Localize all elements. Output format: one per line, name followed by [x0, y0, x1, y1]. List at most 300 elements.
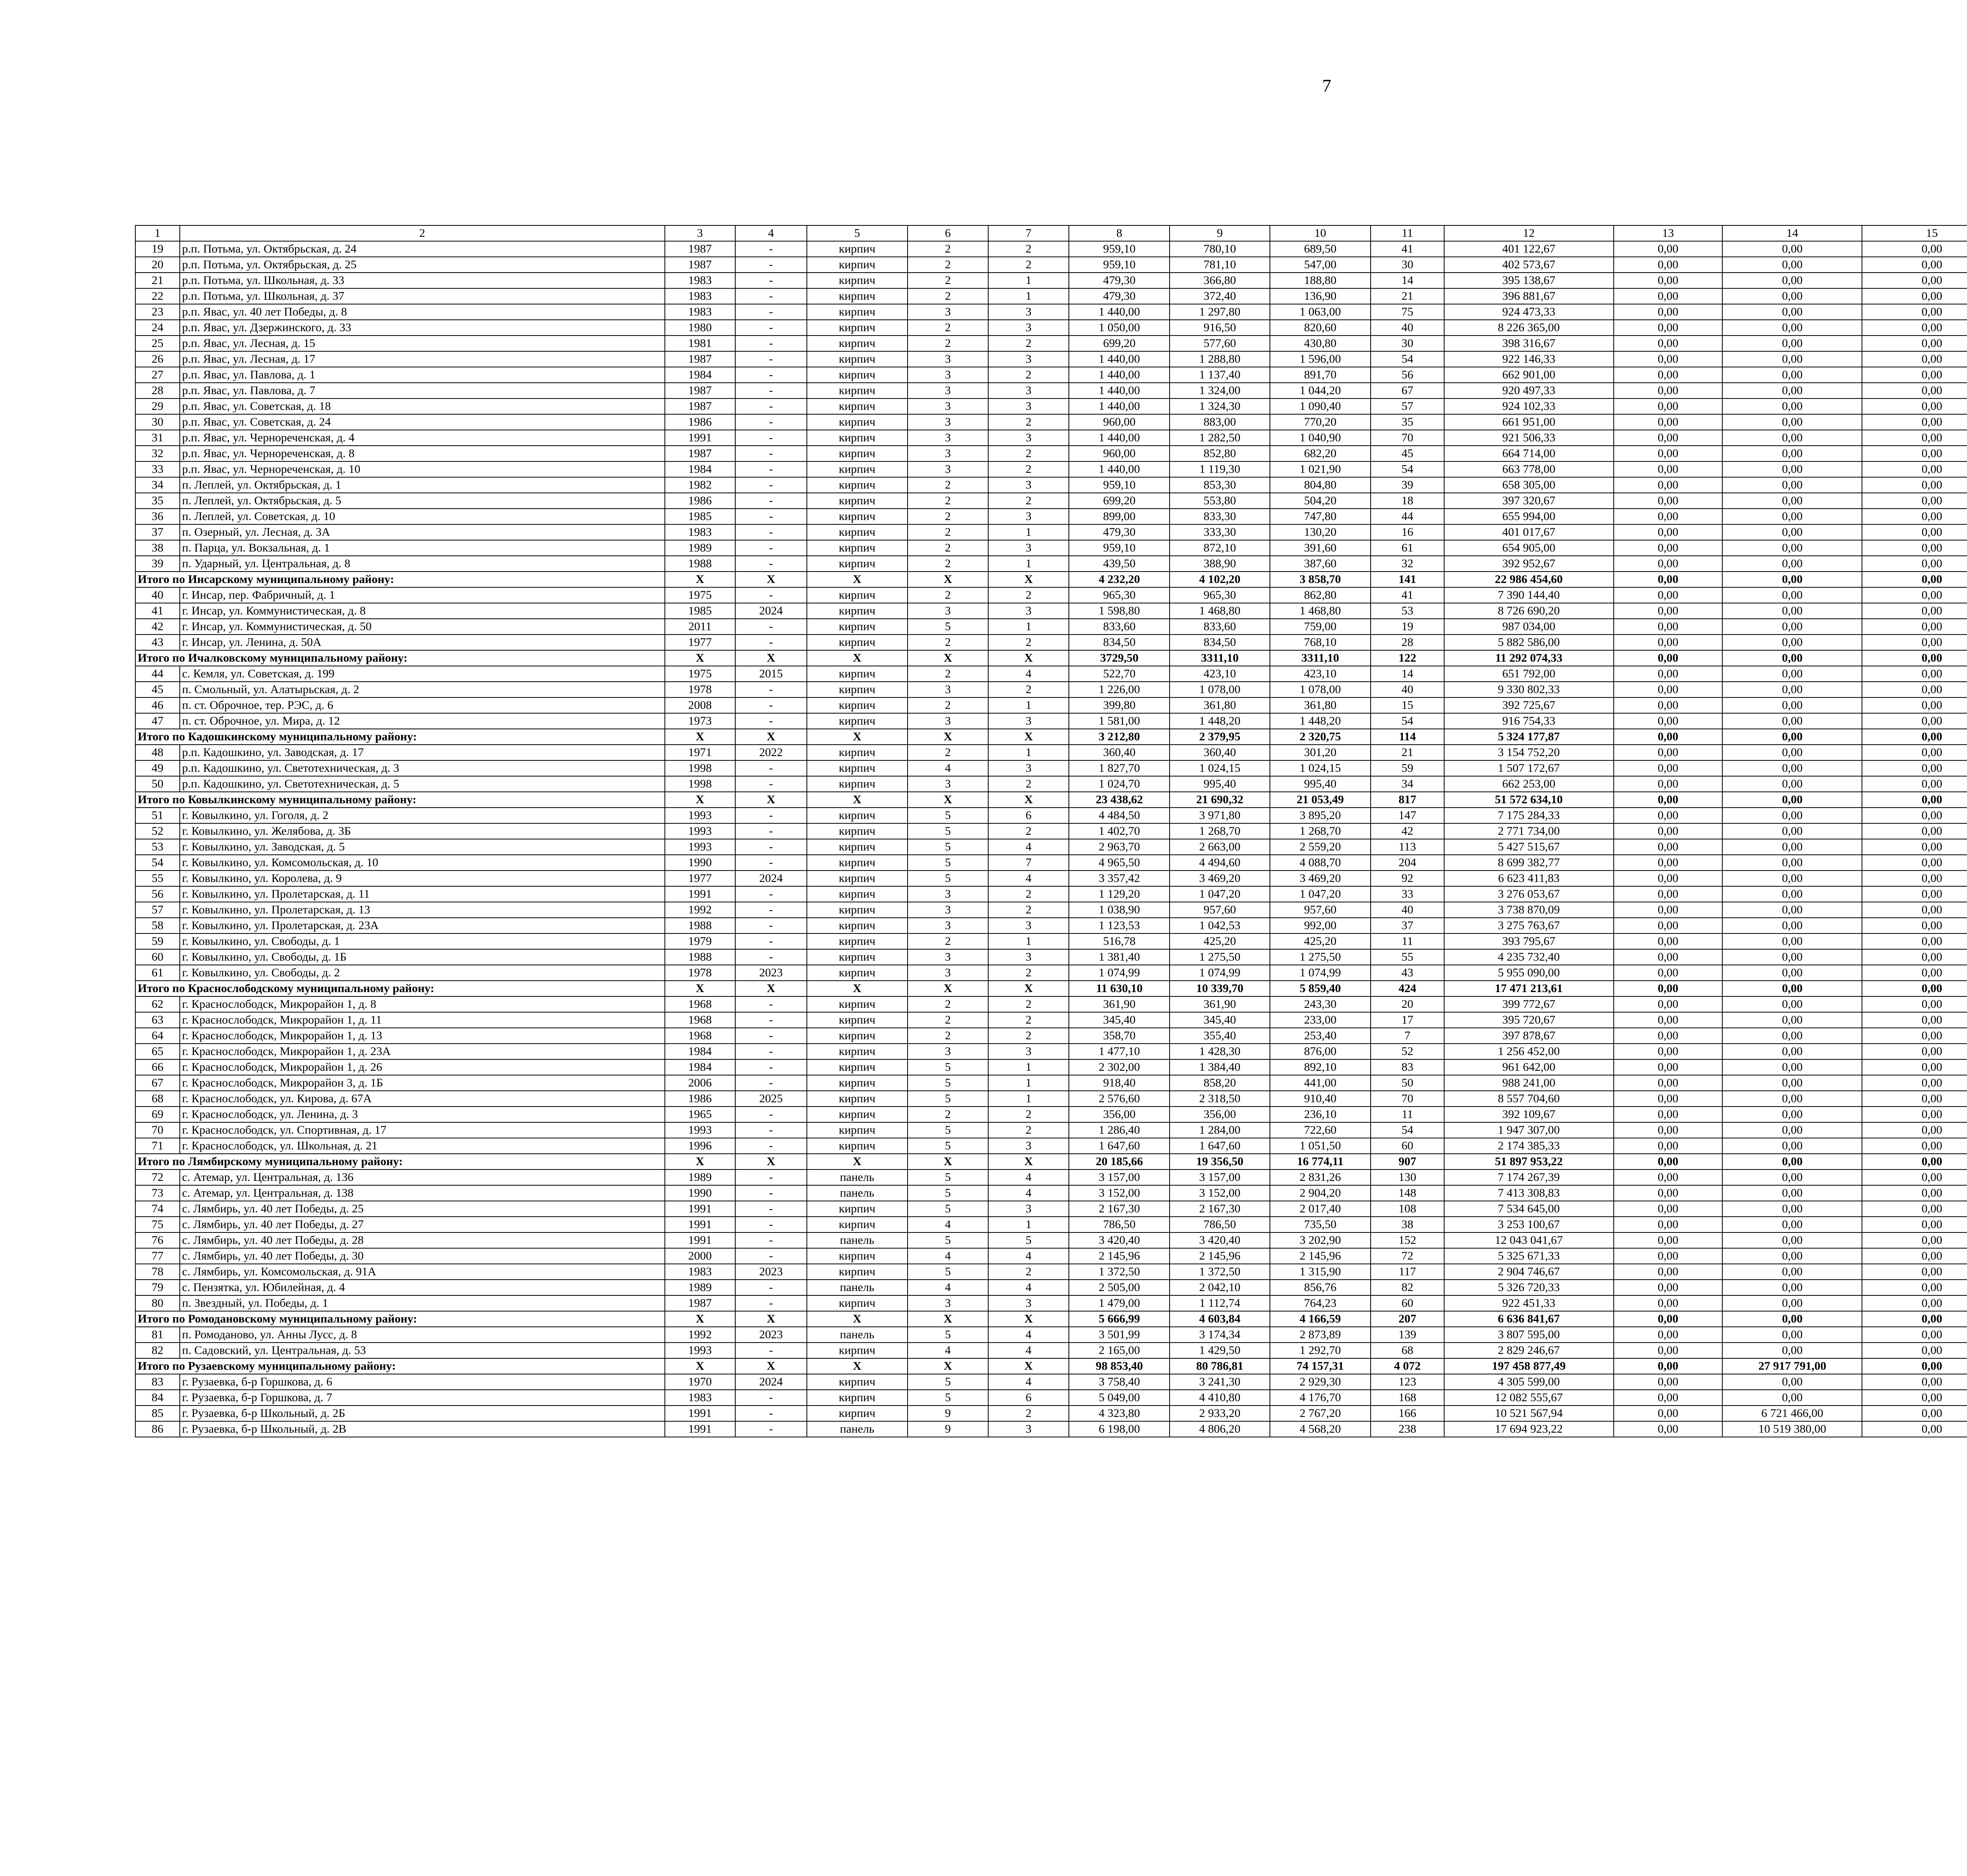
table-cell: 1 448,20 [1170, 713, 1270, 729]
table-cell: - [735, 713, 807, 729]
table-cell: - [735, 1044, 807, 1059]
table-cell: кирпич [807, 273, 908, 288]
table-cell: 401 017,67 [1444, 524, 1614, 540]
table-row [135, 273, 1967, 288]
table-cell: 0,00 [1862, 1185, 1967, 1201]
table-cell: 60 [135, 949, 180, 965]
address-cell: г. Ковылкино, ул. Комсомольская, д. 10 [180, 855, 665, 871]
table-cell: 0,00 [1862, 933, 1967, 949]
table-cell: X [665, 1311, 735, 1327]
table-row [135, 1343, 1967, 1358]
table-cell: 2023 [735, 1264, 807, 1280]
table-row [135, 477, 1967, 493]
table-cell: 0,00 [1722, 493, 1862, 509]
table-cell: 29 [135, 398, 180, 414]
table-cell: 3 276 053,67 [1444, 886, 1614, 902]
table-cell: 0,00 [1722, 477, 1862, 493]
table-cell: 392 952,67 [1444, 556, 1614, 572]
table-cell: 1981 [665, 336, 735, 351]
table-cell: кирпич [807, 965, 908, 981]
table-cell: 130 [1371, 1170, 1444, 1185]
table-cell: X [665, 792, 735, 808]
table-cell: 786,50 [1170, 1217, 1270, 1232]
table-cell: 7 [1371, 1028, 1444, 1044]
table-cell: кирпич [807, 682, 908, 697]
table-cell: 4 410,80 [1170, 1390, 1270, 1406]
table-cell: 6 636 841,67 [1444, 1311, 1614, 1327]
table-cell: 995,40 [1170, 776, 1270, 792]
table-cell: X [735, 792, 807, 808]
table-cell: 957,60 [1170, 902, 1270, 918]
table-cell: 2 [908, 556, 988, 572]
table-cell: 2024 [735, 1374, 807, 1390]
table-cell: 0,00 [1722, 729, 1862, 745]
table-cell: 0,00 [1722, 509, 1862, 524]
table-cell: 0,00 [1614, 745, 1723, 760]
table-cell: 0,00 [1722, 320, 1862, 336]
address-cell: г. Ковылкино, ул. Королева, д. 9 [180, 871, 665, 886]
table-cell: 204 [1371, 855, 1444, 871]
table-cell: 2 [908, 273, 988, 288]
table-cell: 0,00 [1862, 1421, 1967, 1437]
table-cell: 0,00 [1722, 1044, 1862, 1059]
table-cell: 0,00 [1862, 1201, 1967, 1217]
table-row [135, 1374, 1967, 1390]
table-cell: 0,00 [1614, 587, 1723, 603]
table-cell: 3 174,34 [1170, 1327, 1270, 1343]
table-cell: 0,00 [1722, 745, 1862, 760]
table-cell: 1991 [665, 1217, 735, 1232]
table-cell: 51 897 953,22 [1444, 1154, 1614, 1170]
table-cell: 52 [135, 823, 180, 839]
table-cell: X [807, 792, 908, 808]
table-cell: 0,00 [1614, 540, 1723, 556]
table-cell: 68 [1371, 1343, 1444, 1358]
table-cell: 1977 [665, 871, 735, 886]
table-cell: кирпич [807, 933, 908, 949]
table-cell: 58 [135, 918, 180, 933]
table-cell: 1978 [665, 965, 735, 981]
address-cell: г. Ковылкино, ул. Пролетарская, д. 23А [180, 918, 665, 933]
table-cell: 1 268,70 [1270, 823, 1371, 839]
table-cell: 65 [135, 1044, 180, 1059]
table-cell: 5 [908, 1170, 988, 1185]
table-cell: 0,00 [1862, 509, 1967, 524]
table-cell: 54 [1371, 1122, 1444, 1138]
table-cell: 3 [908, 461, 988, 477]
table-cell: 397 320,67 [1444, 493, 1614, 509]
table-cell: 51 [135, 808, 180, 823]
table-cell: 66 [135, 1059, 180, 1075]
table-cell: 4 [988, 1374, 1069, 1390]
table-cell: 25 [135, 336, 180, 351]
table-row [135, 540, 1967, 556]
table-cell: 1 040,90 [1270, 430, 1371, 446]
table-cell: 3 420,40 [1170, 1232, 1270, 1248]
table-cell: 1 324,00 [1170, 383, 1270, 398]
address-cell: р.п. Явас, ул. Чернореченская, д. 4 [180, 430, 665, 446]
table-cell: 682,20 [1270, 446, 1371, 461]
address-cell: г. Краснослободск, Микрорайон 1, д. 23А [180, 1044, 665, 1059]
table-cell: 56 [135, 886, 180, 902]
table-cell: 1 047,20 [1270, 886, 1371, 902]
address-cell: с. Лямбирь, ул. Комсомольская, д. 91А [180, 1264, 665, 1280]
table-cell: 1 038,90 [1069, 902, 1170, 918]
table-cell: 0,00 [1614, 713, 1723, 729]
table-cell: 1 647,60 [1069, 1138, 1170, 1154]
table-cell: 5 427 515,67 [1444, 839, 1614, 855]
table-cell: - [735, 776, 807, 792]
table-cell: 393 795,67 [1444, 933, 1614, 949]
address-cell: п. Ударный, ул. Центральная, д. 8 [180, 556, 665, 572]
table-row [135, 257, 1967, 273]
subtotal-label: Итого по Кадошкинскому муниципальному району: [135, 729, 665, 745]
table-cell: 892,10 [1270, 1059, 1371, 1075]
table-cell: 1990 [665, 855, 735, 871]
table-row [135, 1406, 1967, 1421]
table-cell: 3 [988, 351, 1069, 367]
address-cell: г. Ковылкино, ул. Свободы, д. 2 [180, 965, 665, 981]
table-cell: кирпич [807, 839, 908, 855]
table-cell: кирпич [807, 713, 908, 729]
table-cell: 5 324 177,87 [1444, 729, 1614, 745]
table-cell: - [735, 398, 807, 414]
table-cell: 3 202,90 [1270, 1232, 1371, 1248]
table-cell: 1 129,20 [1069, 886, 1170, 902]
table-cell: кирпич [807, 635, 908, 650]
table-cell: 0,00 [1722, 257, 1862, 273]
table-cell: - [735, 682, 807, 697]
table-cell: 4 494,60 [1170, 855, 1270, 871]
table-cell: 2022 [735, 745, 807, 760]
table-cell: 122 [1371, 650, 1444, 666]
table-cell: 3 469,20 [1170, 871, 1270, 886]
column-number-row [135, 225, 1967, 241]
table-cell: 1 947 307,00 [1444, 1122, 1614, 1138]
table-cell: 0,00 [1862, 682, 1967, 697]
table-cell: 5 [908, 1185, 988, 1201]
table-cell: 2025 [735, 1091, 807, 1107]
table-cell: 1989 [665, 1170, 735, 1185]
table-cell: - [735, 1122, 807, 1138]
table-cell: 1988 [665, 556, 735, 572]
table-cell: 1987 [665, 446, 735, 461]
table-cell: 21 690,32 [1170, 792, 1270, 808]
table-cell: 957,60 [1270, 902, 1371, 918]
table-cell: 92 [1371, 871, 1444, 886]
table-cell: 722,60 [1270, 1122, 1371, 1138]
table-cell: - [735, 635, 807, 650]
table-cell: 139 [1371, 1327, 1444, 1343]
table-cell: 899,00 [1069, 509, 1170, 524]
table-cell: 987 034,00 [1444, 619, 1614, 635]
table-cell: 0,00 [1614, 918, 1723, 933]
table-cell: 85 [135, 1406, 180, 1421]
subtotal-row [135, 1311, 1967, 1327]
table-cell: 662 901,00 [1444, 367, 1614, 383]
table-cell: 1975 [665, 666, 735, 682]
table-cell: 5 [908, 1264, 988, 1280]
table-cell: 79 [135, 1280, 180, 1295]
table-cell: 2 [908, 257, 988, 273]
subtotal-label: Итого по Рузаевскому муниципальному району: [135, 1358, 665, 1374]
table-cell: 75 [135, 1217, 180, 1232]
table-cell: 424 [1371, 981, 1444, 996]
table-cell: 916,50 [1170, 320, 1270, 336]
table-row [135, 823, 1967, 839]
table-cell: 965,30 [1069, 587, 1170, 603]
table-cell: 71 [135, 1138, 180, 1154]
table-cell: 1 581,00 [1069, 713, 1170, 729]
table-cell: 0,00 [1722, 697, 1862, 713]
table-cell: 399 772,67 [1444, 996, 1614, 1012]
address-cell: п. Смольный, ул. Алатырьская, д. 2 [180, 682, 665, 697]
table-cell: 1 440,00 [1069, 367, 1170, 383]
table-cell: 148 [1371, 1185, 1444, 1201]
table-cell: 4 [988, 1170, 1069, 1185]
table-cell: 36 [135, 509, 180, 524]
table-cell: 5 [908, 871, 988, 886]
table-cell: 662 253,00 [1444, 776, 1614, 792]
table-cell: 0,00 [1862, 1280, 1967, 1295]
table-cell: 2 929,30 [1270, 1374, 1371, 1390]
address-cell: с. Лямбирь, ул. 40 лет Победы, д. 25 [180, 1201, 665, 1217]
table-cell: кирпич [807, 461, 908, 477]
table-cell: 1 [988, 288, 1069, 304]
table-cell: 3 [988, 398, 1069, 414]
table-cell: 2 379,95 [1170, 729, 1270, 745]
table-cell: 0,00 [1862, 871, 1967, 886]
table-row [135, 713, 1967, 729]
address-cell: р.п. Явас, ул. Павлова, д. 7 [180, 383, 665, 398]
table-cell: 2 [988, 1264, 1069, 1280]
subtotal-row [135, 1154, 1967, 1170]
table-cell: 0,00 [1862, 257, 1967, 273]
address-cell: г. Рузаевка, б-р Горшкова, д. 6 [180, 1374, 665, 1390]
table-row [135, 666, 1967, 682]
table-cell: 0,00 [1862, 603, 1967, 619]
address-cell: п. ст. Оброчное, тер. РЭС, д. 6 [180, 697, 665, 713]
table-cell: 243,30 [1270, 996, 1371, 1012]
table-cell: 372,40 [1170, 288, 1270, 304]
table-cell: 2 [988, 965, 1069, 981]
table-cell: 4 [908, 1280, 988, 1295]
table-row [135, 965, 1967, 981]
table-cell: 0,00 [1722, 1201, 1862, 1217]
table-cell: 387,60 [1270, 556, 1371, 572]
table-cell: 0,00 [1614, 1358, 1723, 1374]
table-row [135, 1201, 1967, 1217]
address-cell: п. ст. Оброчное, ул. Мира, д. 12 [180, 713, 665, 729]
table-cell: 37 [1371, 918, 1444, 933]
table-cell: кирпич [807, 304, 908, 320]
table-cell: 39 [135, 556, 180, 572]
table-cell: 0,00 [1722, 572, 1862, 587]
table-cell: - [735, 509, 807, 524]
address-cell: г. Краснослободск, ул. Спортивная, д. 17 [180, 1122, 665, 1138]
table-cell: 0,00 [1862, 886, 1967, 902]
table-cell: 2 [988, 823, 1069, 839]
table-cell: 3 157,00 [1069, 1170, 1170, 1185]
column-number-cell: 3 [665, 225, 735, 241]
table-cell: 83 [135, 1374, 180, 1390]
table-cell: 301,20 [1270, 745, 1371, 760]
table-cell: 76 [135, 1232, 180, 1248]
table-cell: 333,30 [1170, 524, 1270, 540]
table-cell: 0,00 [1722, 430, 1862, 446]
table-cell: 1 [988, 697, 1069, 713]
table-cell: 921 506,33 [1444, 430, 1614, 446]
table-cell: 3 [908, 367, 988, 383]
table-cell: 33 [1371, 886, 1444, 902]
table-cell: 0,00 [1722, 288, 1862, 304]
column-number-cell: 12 [1444, 225, 1614, 241]
table-row [135, 1421, 1967, 1437]
table-cell: 0,00 [1722, 1185, 1862, 1201]
table-cell: 439,50 [1069, 556, 1170, 572]
table-cell: 995,40 [1270, 776, 1371, 792]
subtotal-label: Итого по Ковылкинскому муниципальному району: [135, 792, 665, 808]
table-cell: 84 [135, 1390, 180, 1406]
table-cell: 0,00 [1614, 886, 1723, 902]
table-cell: 1 112,74 [1170, 1295, 1270, 1311]
table-cell: кирпич [807, 996, 908, 1012]
table-cell: 664 714,00 [1444, 446, 1614, 461]
table-cell: 356,00 [1170, 1107, 1270, 1122]
table-cell: 1 827,70 [1069, 760, 1170, 776]
table-cell: 21 053,49 [1270, 792, 1371, 808]
table-cell: 0,00 [1862, 1295, 1967, 1311]
table-cell: 858,20 [1170, 1075, 1270, 1091]
table-cell: 41 [135, 603, 180, 619]
table-cell: 3 154 752,20 [1444, 745, 1614, 760]
table-cell: кирпич [807, 1122, 908, 1138]
table-cell: 80 [135, 1295, 180, 1311]
table-cell: 1 286,40 [1069, 1122, 1170, 1138]
table-cell: 5 859,40 [1270, 981, 1371, 996]
table-cell: 2 [908, 320, 988, 336]
table-cell: 2 [988, 1012, 1069, 1028]
table-cell: 0,00 [1862, 241, 1967, 257]
table-cell: 22 986 454,60 [1444, 572, 1614, 587]
table-cell: 59 [135, 933, 180, 949]
table-cell: 80 786,81 [1170, 1358, 1270, 1374]
table-cell: 0,00 [1614, 1343, 1723, 1358]
address-cell: р.п. Явас, ул. Чернореченская, д. 8 [180, 446, 665, 461]
table-cell: 1 [988, 556, 1069, 572]
column-number-cell: 10 [1270, 225, 1371, 241]
table-cell: 0,00 [1722, 666, 1862, 682]
table-cell: 5 [908, 855, 988, 871]
table-cell: 3 253 100,67 [1444, 1217, 1614, 1232]
table-cell: 41 [1371, 241, 1444, 257]
table-cell: 48 [135, 745, 180, 760]
table-cell: 1983 [665, 524, 735, 540]
table-cell: 356,00 [1069, 1107, 1170, 1122]
table-cell: 7 413 308,83 [1444, 1185, 1614, 1201]
table-cell: 1 [988, 619, 1069, 635]
table-cell: 1982 [665, 477, 735, 493]
table-cell: 883,00 [1170, 414, 1270, 430]
table-cell: 1 [988, 273, 1069, 288]
table-cell: 0,00 [1862, 776, 1967, 792]
table-cell: 0,00 [1722, 808, 1862, 823]
table-cell: 0,00 [1862, 1217, 1967, 1232]
table-cell: 3 157,00 [1170, 1170, 1270, 1185]
table-cell: кирпич [807, 320, 908, 336]
table-cell: 1 598,80 [1069, 603, 1170, 619]
table-row [135, 1138, 1967, 1154]
table-cell: 3 [908, 902, 988, 918]
table-cell: 0,00 [1722, 1028, 1862, 1044]
address-cell: г. Краснослободск, ул. Кирова, д. 67А [180, 1091, 665, 1107]
table-cell: 0,00 [1862, 1044, 1967, 1059]
table-cell: 1 [988, 1217, 1069, 1232]
table-cell: 57 [1371, 398, 1444, 414]
table-cell: 5 [908, 823, 988, 839]
table-cell: 3 [988, 509, 1069, 524]
table-cell: 0,00 [1722, 1138, 1862, 1154]
table-cell: кирпич [807, 666, 908, 682]
table-cell: 1 024,15 [1170, 760, 1270, 776]
table-cell: 355,40 [1170, 1028, 1270, 1044]
table-body [135, 225, 1967, 1437]
table-cell: 2 963,70 [1069, 839, 1170, 855]
table-row [135, 1028, 1967, 1044]
table-cell: 47 [135, 713, 180, 729]
table-cell: 3 [988, 1044, 1069, 1059]
table-cell: 2 [988, 902, 1069, 918]
table-cell: кирпич [807, 1059, 908, 1075]
table-cell: 2 [908, 288, 988, 304]
housing-table [135, 225, 1967, 1437]
table-cell: 40 [135, 587, 180, 603]
table-cell: X [807, 650, 908, 666]
table-cell: 0,00 [1862, 493, 1967, 509]
table-cell: 17 [1371, 1012, 1444, 1028]
table-cell: - [735, 933, 807, 949]
table-cell: 4 088,70 [1270, 855, 1371, 871]
table-cell: X [988, 1311, 1069, 1327]
table-cell: 5 882 586,00 [1444, 635, 1614, 650]
table-row [135, 1091, 1967, 1107]
table-cell: 0,00 [1862, 792, 1967, 808]
table-cell: кирпич [807, 1091, 908, 1107]
table-cell: 1983 [665, 1264, 735, 1280]
table-cell: 2 320,75 [1270, 729, 1371, 745]
table-cell: - [735, 760, 807, 776]
table-cell: - [735, 430, 807, 446]
address-cell: с. Атемар, ул. Центральная, д. 138 [180, 1185, 665, 1201]
table-cell: 3 501,99 [1069, 1327, 1170, 1343]
subtotal-label: Итого по Инсарскому муниципальному району: [135, 572, 665, 587]
table-cell: 10 521 567,94 [1444, 1406, 1614, 1421]
table-cell: 0,00 [1614, 1059, 1723, 1075]
table-cell: 0,00 [1614, 855, 1723, 871]
table-cell: 1998 [665, 760, 735, 776]
subtotal-row [135, 792, 1967, 808]
table-cell: 0,00 [1614, 1280, 1723, 1295]
table-cell: 2 017,40 [1270, 1201, 1371, 1217]
table-cell: - [735, 1138, 807, 1154]
table-cell: 0,00 [1614, 1201, 1723, 1217]
table-cell: 3 212,80 [1069, 729, 1170, 745]
table-cell: 62 [135, 996, 180, 1012]
table-cell: кирпич [807, 1343, 908, 1358]
table-cell: 78 [135, 1264, 180, 1280]
address-cell: г. Рузаевка, б-р Горшкова, д. 7 [180, 1390, 665, 1406]
table-row [135, 682, 1967, 697]
